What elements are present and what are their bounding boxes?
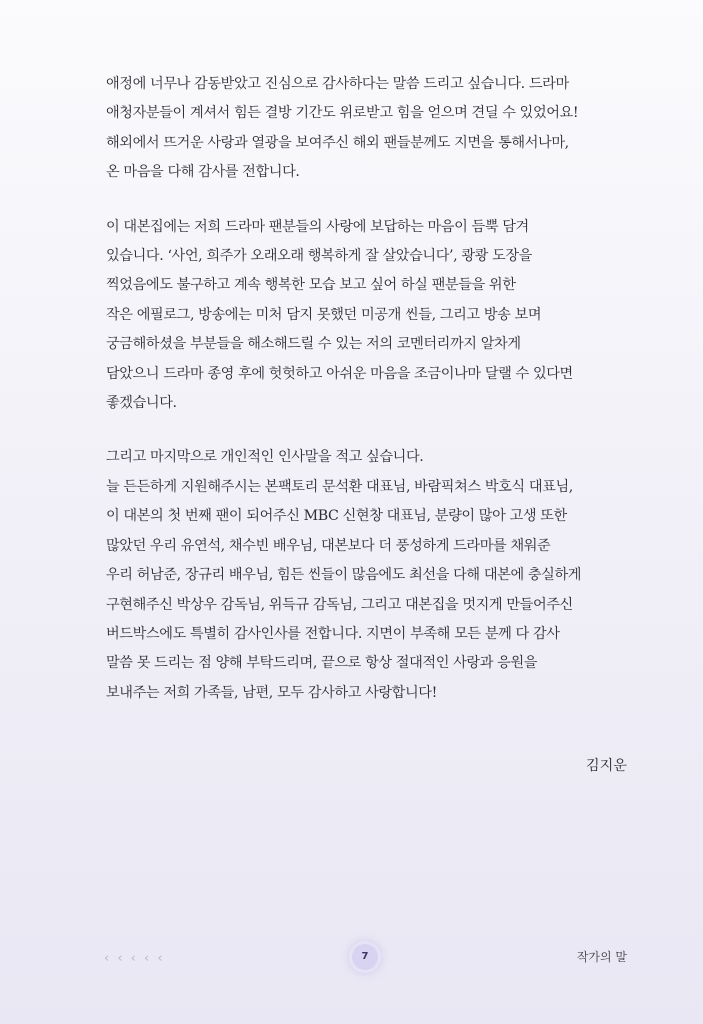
text-line: 늘 든든하게 지원해주시는 본팩토리 문석환 대표님, 바람픽쳐스 박호식 대표님, bbox=[106, 478, 573, 495]
text-line: 애정에 너무나 감동받았고 진심으로 감사하다는 말씀 드리고 싶습니다. 드라마 bbox=[106, 76, 569, 92]
page-number-badge: 7 bbox=[352, 944, 378, 970]
text-line: 말씀 못 드리는 점 양해 부탁드리며, 끝으로 항상 절대적인 사랑과 응원을 bbox=[106, 655, 538, 672]
paragraph-1 bbox=[106, 70, 646, 188]
text-line: 있습니다. ‘사언, 희주가 오래오래 행복하게 잘 살았습니다’, 쾅쾅 도장을 bbox=[106, 248, 532, 265]
section-title: 작가의 말 bbox=[576, 950, 627, 964]
text-line: 그리고 마지막으로 개인적인 인사말을 적고 싶습니다. bbox=[106, 449, 424, 466]
text-line: 해외에서 뜨거운 사랑과 열광을 보여주신 해외 팬들분께도 지면을 통해서나마, bbox=[106, 134, 569, 151]
body-text bbox=[106, 70, 646, 733]
text-line: 담았으니 드라마 종영 후에 헛헛하고 아쉬운 마음을 조금이나마 달랠 수 있다면 bbox=[106, 365, 573, 382]
text-line: 작은 에필로그, 방송에는 미처 담지 못했던 미공개 씬들, 그리고 방송 보며 bbox=[106, 306, 542, 323]
text-line: 버드박스에도 특별히 감사인사를 전합니다. 지면이 부족해 모든 분께 다 감사 bbox=[106, 625, 560, 642]
text-line: 찍었음에도 불구하고 계속 행복한 모습 보고 싶어 하실 팬분들을 위한 bbox=[106, 277, 516, 294]
author-signature: 김지운 bbox=[585, 758, 627, 774]
text-line: 온 마음을 다해 감사를 전합니다. bbox=[106, 164, 300, 181]
paragraph-3 bbox=[106, 443, 646, 708]
text-line: 좋겠습니다. bbox=[106, 395, 177, 412]
text-line: 애청자분들이 계셔서 힘든 결방 기간도 위로받고 힘을 얻으며 견딜 수 있었어요! bbox=[106, 105, 579, 122]
chevron-left-decoration-icon: ‹ ‹ ‹ ‹ ‹ bbox=[104, 951, 165, 966]
text-line: 보내주는 저희 가족들, 남편, 모두 감사하고 사랑합니다! bbox=[106, 684, 437, 701]
text-line: 구현해주신 박상우 감독님, 위득규 감독님, 그리고 대본집을 멋지게 만들어주신 bbox=[106, 596, 573, 613]
text-line: 이 대본집에는 저희 드라마 팬분들의 사랑에 보답하는 마음이 듬뿍 담겨 bbox=[106, 218, 529, 235]
text-line: 많았던 우리 유연석, 채수빈 배우님, 대본보다 더 풍성하게 드라마를 채워준 bbox=[106, 537, 551, 554]
text-line: 우리 허남준, 장규리 배우님, 힘든 씬들이 많음에도 최선을 다해 대본에 충실하게 bbox=[106, 567, 582, 584]
text-line: 궁금해하셨을 부분들을 해소해드릴 수 있는 저의 코멘터리까지 알차게 bbox=[106, 336, 521, 353]
text-line: 이 대본의 첫 번째 팬이 되어주신 MBC 신현창 대표님, 분량이 많아 고생 또한 bbox=[106, 508, 567, 525]
paragraph-2 bbox=[106, 213, 646, 419]
